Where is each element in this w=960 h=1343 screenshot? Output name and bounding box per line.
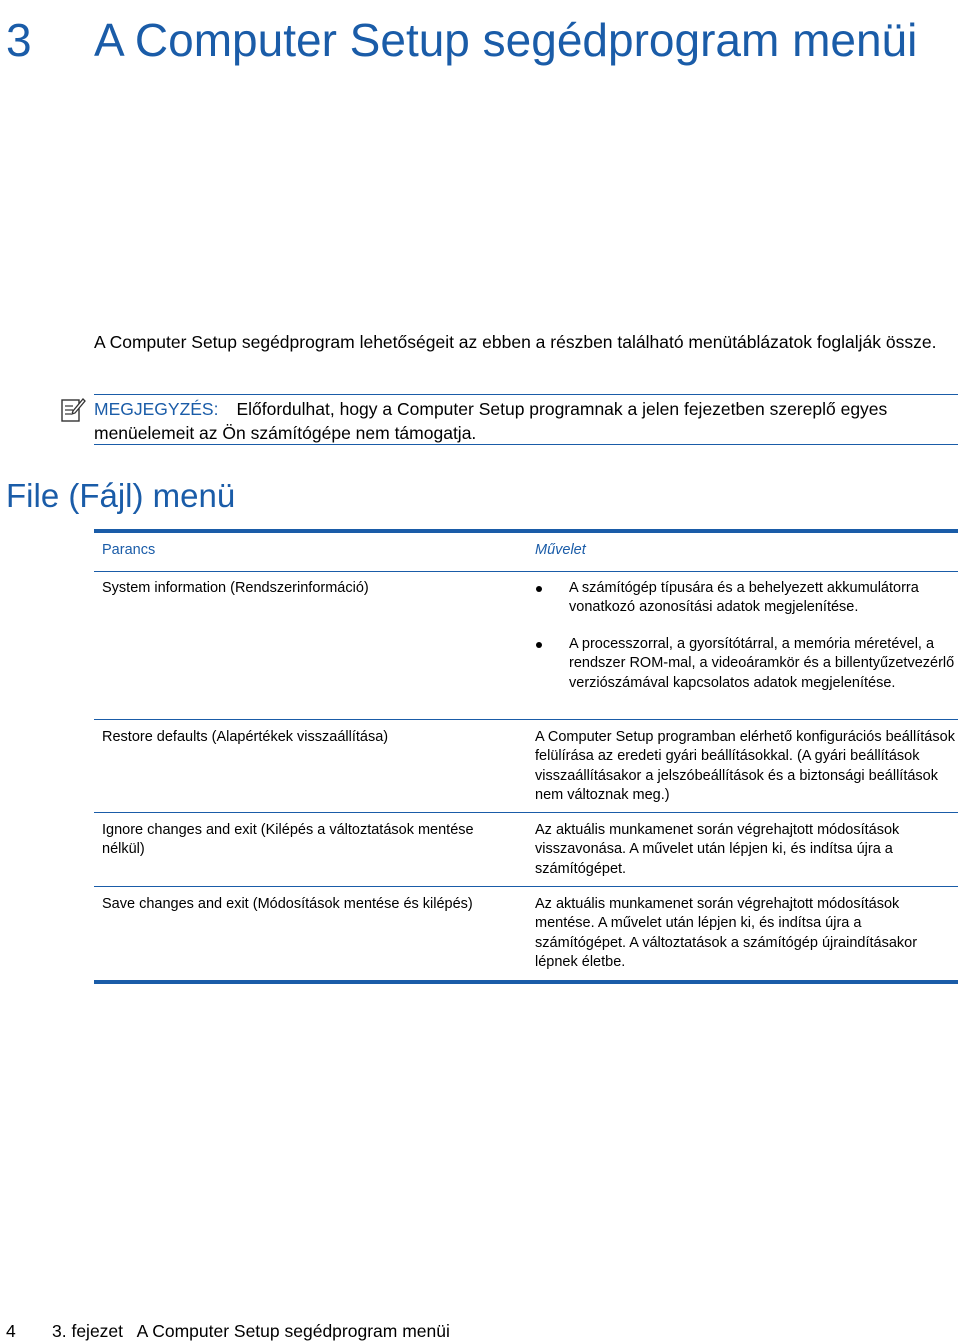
chapter-title: A Computer Setup segédprogram menüi [94,14,918,66]
header-action: Művelet [535,542,586,558]
page-number: 4 [6,1321,16,1341]
row-rule [94,719,958,720]
table-top-rule [94,529,958,533]
header-command: Parancs [102,542,156,558]
note-pencil-icon [60,397,86,423]
note-label: MEGJEGYZÉS: [94,399,219,419]
header-rule [94,571,958,572]
table-row-action-bullet: A számítógép típusára és a behelyezett akkumulátorra vonatkozó azonosítási adatok megjelenítése. [569,580,919,616]
table-row-command: Save changes and exit (Módosítások mentése és kilépés) [102,896,473,912]
note-text: Előfordulhat, hogy a Computer Setup programnak a jelen fejezetben szereplő egyes menüelemeit az Ön számítógépe nem támogatja. [94,399,888,443]
bullet-icon [536,642,542,648]
table-row-command: System information (Rendszerinformáció) [102,580,369,596]
note-bottom-rule [94,444,958,445]
note [94,397,960,445]
bullet-icon [536,586,542,592]
section-title: File (Fájl) menü [6,477,236,514]
row-rule [94,812,958,813]
table-row-action-bullet: A processzorral, a gyorsítótárral, a memória méretével, a rendszer ROM-mal, a videoáramkör és a billentyűzetvezérlő verziószámával kapcsolatos adatok megjelenítése. [569,636,955,691]
chapter-number: 3 [6,14,32,66]
table-row-command: Restore defaults (Alapértékek visszaállítása) [102,729,389,745]
table-row-action: A Computer Setup programban elérhető konfigurációs beállítások felülírása az eredeti gyári beállításokkal. (A gyári beállítások visszaállításakor a jelszóbeállítások és a biztonsági beállítások nem változnak meg.) [535,729,955,803]
row-rule [94,886,958,887]
intro-paragraph: A Computer Setup segédprogram lehetőségeit az ebben a részben található menütáblázatok foglalják össze. [94,332,937,352]
note-top-rule [94,394,958,395]
table-row-command: Ignore changes and exit (Kilépés a változtatások mentése nélkül) [102,822,474,858]
footer-text: 3. fejezet A Computer Setup segédprogram menüi [52,1321,450,1341]
table-row-action: Az aktuális munkamenet során végrehajtott módosítások mentése. A művelet után lépjen ki, és indítsa újra a számítógépet. A változtatások a számítógép újraindításakor lépnek életbe. [535,896,918,970]
table-row-action: Az aktuális munkamenet során végrehajtott módosítások visszavonása. A művelet után lépjen ki, és indítsa újra a számítógépet. [535,822,900,877]
table-bottom-rule [94,980,958,984]
